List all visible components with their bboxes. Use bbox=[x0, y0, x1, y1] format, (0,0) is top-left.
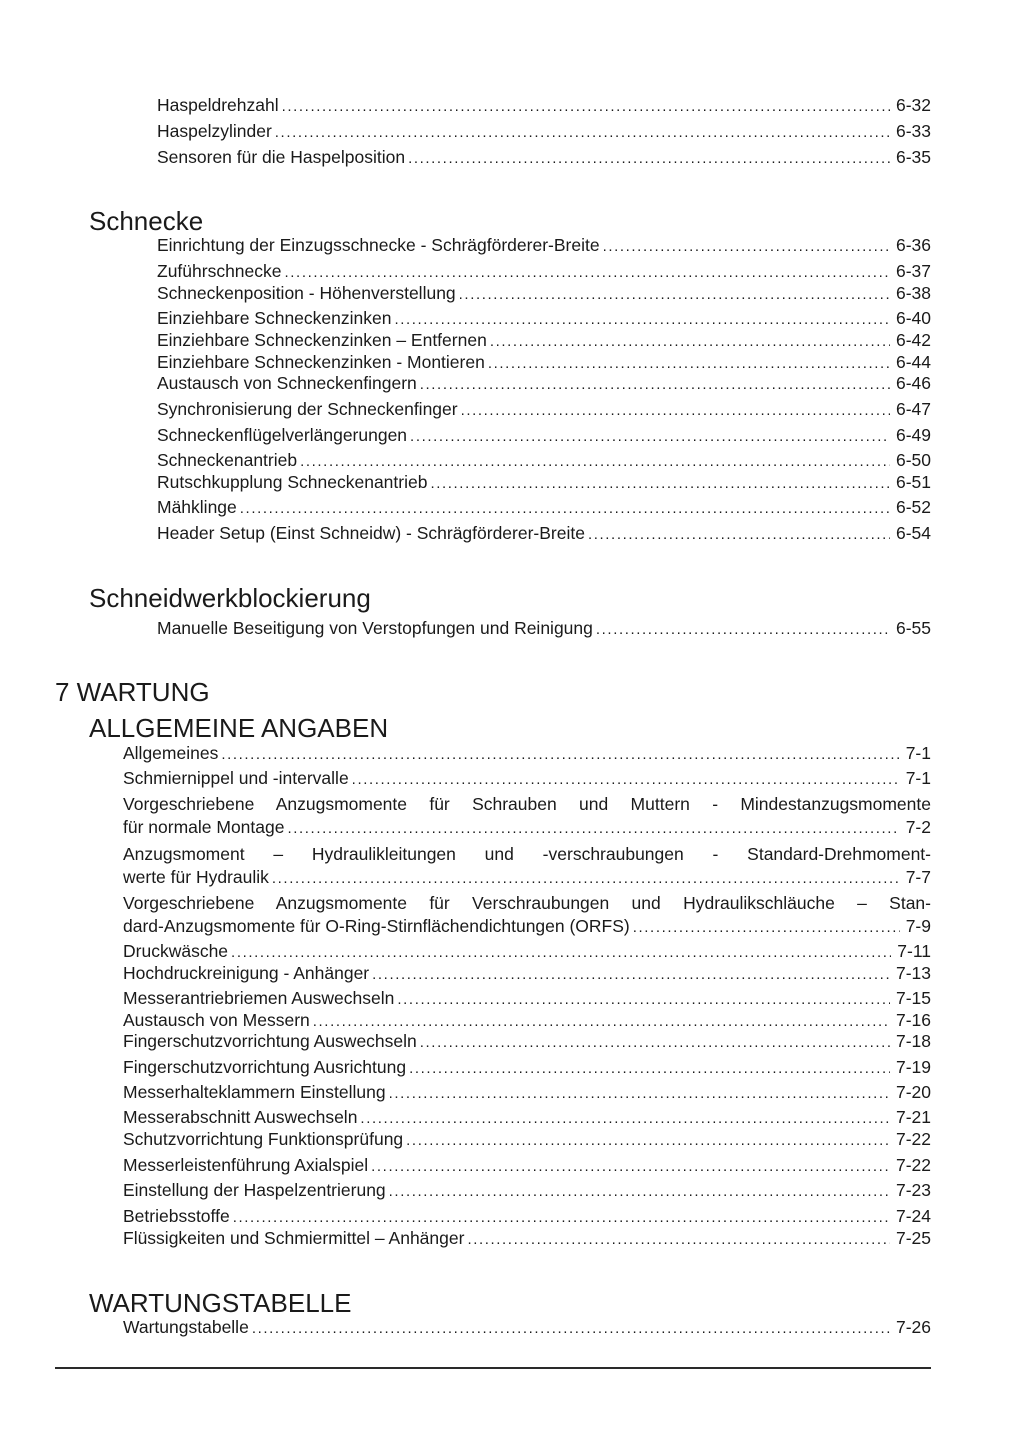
toc-entry[interactable] bbox=[123, 767, 931, 791]
toc-entry-page: 7-1 bbox=[905, 743, 931, 763]
toc-entry-title: Fingerschutzvorrichtung Auswechseln bbox=[123, 1031, 417, 1051]
toc-entry-page: 6-46 bbox=[895, 373, 931, 393]
toc-entry-title: Fingerschutzvorrichtung Ausrichtung bbox=[123, 1057, 407, 1077]
chapter-title: 7 WARTUNG bbox=[55, 677, 210, 707]
dot-leader bbox=[420, 1032, 890, 1054]
toc-entry-title: Schutzvorrichtung Funktionsprüfung bbox=[123, 1129, 404, 1149]
dot-leader bbox=[240, 498, 890, 520]
dot-leader bbox=[282, 96, 890, 118]
dot-leader bbox=[461, 400, 890, 422]
dot-leader bbox=[410, 426, 890, 448]
toc-entry-title: werte für Hydraulik bbox=[123, 867, 269, 887]
toc-entry[interactable] bbox=[157, 449, 931, 473]
toc-entry[interactable] bbox=[157, 424, 931, 448]
toc-entry-sensoren[interactable] bbox=[157, 146, 931, 170]
toc-entry-page: 6-52 bbox=[895, 497, 931, 517]
dot-leader bbox=[352, 769, 900, 791]
toc-entry-page: 7-16 bbox=[895, 1010, 931, 1030]
toc-entry-page: 6-32 bbox=[895, 95, 931, 115]
section-heading-wartungstabelle: WARTUNGSTABELLE bbox=[89, 1288, 352, 1318]
toc-entry-page: 6-35 bbox=[895, 147, 931, 167]
dot-leader bbox=[285, 262, 890, 284]
toc-entry-page: 7-9 bbox=[905, 916, 931, 936]
toc-entry-title: Synchronisierung der Schneckenfinger bbox=[157, 399, 458, 419]
toc-entry-page: 7-2 bbox=[905, 817, 931, 837]
toc-entry-title: Haspelzylinder bbox=[157, 121, 272, 141]
dot-leader bbox=[371, 1156, 890, 1178]
toc-entry[interactable] bbox=[157, 329, 931, 353]
section-heading-schnecke: Schnecke bbox=[89, 206, 204, 236]
toc-entry-page: 7-20 bbox=[895, 1082, 931, 1102]
toc-entry[interactable] bbox=[123, 1030, 931, 1054]
toc-entry-page: 7-25 bbox=[895, 1228, 931, 1248]
dot-leader bbox=[408, 148, 890, 170]
toc-entry[interactable] bbox=[157, 496, 931, 520]
dot-leader bbox=[603, 236, 890, 258]
dot-leader bbox=[633, 917, 900, 939]
toc-entry-title: Messerantriebriemen Auswechseln bbox=[123, 988, 395, 1008]
toc-entry-title: Schmiernippel und -intervalle bbox=[123, 768, 349, 788]
toc-entry-page: 7-7 bbox=[905, 867, 931, 887]
toc-entry-page: 7-19 bbox=[895, 1057, 931, 1077]
dot-leader bbox=[409, 1058, 890, 1080]
toc-entry-page: 7-13 bbox=[895, 963, 931, 983]
toc-entry-title: Einziehbare Schneckenzinken – Entfernen bbox=[157, 330, 487, 350]
dot-leader bbox=[467, 1229, 890, 1251]
dot-leader bbox=[300, 451, 890, 473]
dot-leader bbox=[596, 619, 890, 641]
dot-leader bbox=[221, 744, 899, 766]
dot-leader bbox=[233, 1207, 890, 1229]
toc-entry-page: 7-15 bbox=[895, 988, 931, 1008]
dot-leader bbox=[252, 1318, 890, 1340]
toc-entry-page: 6-38 bbox=[895, 283, 931, 303]
toc-entry[interactable] bbox=[123, 940, 931, 964]
toc-entry-title: Haspeldrehzahl bbox=[157, 95, 279, 115]
toc-entry-page: 6-44 bbox=[895, 352, 931, 372]
toc-entry-title: Messerhalteklammern Einstellung bbox=[123, 1082, 386, 1102]
section-heading-allgemein: ALLGEMEINE ANGABEN bbox=[89, 713, 389, 743]
dot-leader bbox=[490, 331, 890, 353]
toc-entry-title: Einziehbare Schneckenzinken bbox=[157, 308, 392, 328]
dot-leader bbox=[588, 524, 890, 546]
toc-entry[interactable] bbox=[157, 398, 931, 422]
dot-leader bbox=[389, 1181, 890, 1203]
toc-entry-title: Einrichtung der Einzugsschnecke - Schrägförderer-Breite bbox=[157, 235, 600, 255]
toc-entry-page: 7-24 bbox=[895, 1206, 931, 1226]
toc-entry-title: Einziehbare Schneckenzinken - Montieren bbox=[157, 352, 485, 372]
toc-entry-page: 7-22 bbox=[895, 1155, 931, 1175]
toc-entry-title: Hochdruckreinigung - Anhänger bbox=[123, 963, 370, 983]
toc-entry-title: Manuelle Beseitigung von Verstopfungen und Reinigung bbox=[157, 618, 593, 638]
toc-entry[interactable] bbox=[157, 372, 931, 396]
toc-entry[interactable] bbox=[157, 307, 931, 331]
toc-entry-title: Mähklinge bbox=[157, 497, 237, 517]
toc-entry-title: Druckwäsche bbox=[123, 941, 229, 961]
toc-entry[interactable] bbox=[123, 915, 931, 939]
toc-entry-title: Sensoren für die Haspelposition bbox=[157, 147, 406, 167]
toc-entry-title: Header Setup (Einst Schneidw) - Schrägförderer-Breite bbox=[157, 523, 585, 543]
toc-entry[interactable] bbox=[123, 1205, 931, 1229]
dot-leader bbox=[430, 473, 890, 495]
dot-leader bbox=[272, 868, 900, 890]
dot-leader bbox=[231, 942, 891, 964]
toc-entry[interactable] bbox=[123, 1106, 931, 1130]
toc-entry-page: 6-36 bbox=[895, 235, 931, 255]
toc-entry[interactable] bbox=[157, 282, 931, 306]
toc-entry-title: für normale Montage bbox=[123, 817, 285, 837]
toc-entry-title: Austausch von Messern bbox=[123, 1010, 310, 1030]
toc-entry-page: 6-50 bbox=[895, 450, 931, 470]
dot-leader bbox=[275, 122, 890, 144]
toc-entry-title: Schneckenposition - Höhenverstellung bbox=[157, 283, 456, 303]
dot-leader bbox=[394, 309, 890, 331]
toc-entry-page: 6-49 bbox=[895, 425, 931, 445]
toc-entry-title: Schneckenflügelverlängerungen bbox=[157, 425, 408, 445]
toc-entry[interactable] bbox=[123, 987, 931, 1011]
toc-entry-page: 7-26 bbox=[895, 1317, 931, 1337]
toc-entry-first-line: Vorgeschriebene Anzugsmomente für Schrauben und Muttern - Mindestanzugsmomente bbox=[123, 794, 931, 814]
dot-leader bbox=[360, 1108, 890, 1130]
toc-entry[interactable] bbox=[123, 1081, 931, 1105]
toc-entry-page: 7-21 bbox=[895, 1107, 931, 1127]
toc-entry-first-line: Vorgeschriebene Anzugsmomente für Verschraubungen und Hydraulikschläuche – Stan- bbox=[123, 893, 931, 913]
toc-entry-page: 6-47 bbox=[895, 399, 931, 419]
toc-entry[interactable] bbox=[123, 1316, 931, 1340]
toc-entry-page: 6-51 bbox=[895, 472, 931, 492]
toc-entry-title: Einstellung der Haspelzentrierung bbox=[123, 1180, 386, 1200]
toc-entry[interactable] bbox=[157, 522, 931, 546]
toc-entry-title: Schneckenantrieb bbox=[157, 450, 298, 470]
toc-entry-title: Flüssigkeiten und Schmiermittel – Anhänger bbox=[123, 1228, 465, 1248]
toc-entry[interactable] bbox=[157, 234, 931, 258]
toc-entry[interactable] bbox=[157, 260, 931, 284]
toc-entry[interactable] bbox=[123, 1227, 931, 1251]
toc-entry-haspeldrehzahl[interactable] bbox=[157, 94, 931, 118]
toc-entry-haspelzylinder[interactable] bbox=[157, 120, 931, 144]
toc-entry-title: dard-Anzugsmomente für O-Ring-Stirnflächendichtungen (ORFS) bbox=[123, 916, 630, 936]
toc-entry-page: 7-23 bbox=[895, 1180, 931, 1200]
toc-entry-page: 6-42 bbox=[895, 330, 931, 350]
toc-entry-page: 7-22 bbox=[895, 1129, 931, 1149]
toc-entry-page: 7-1 bbox=[905, 768, 931, 788]
toc-entry-title: Zuführschnecke bbox=[157, 261, 282, 281]
toc-entry[interactable] bbox=[123, 1056, 931, 1080]
toc-entry-page: 6-55 bbox=[895, 618, 931, 638]
toc-entry[interactable] bbox=[123, 962, 931, 986]
toc-entry-title: Allgemeines bbox=[123, 743, 219, 763]
toc-entry[interactable] bbox=[123, 1154, 931, 1178]
toc-entry[interactable] bbox=[123, 816, 931, 840]
toc-entry-title: Messerleistenführung Axialspiel bbox=[123, 1155, 369, 1175]
toc-entry-page: 6-37 bbox=[895, 261, 931, 281]
dot-leader bbox=[372, 964, 890, 986]
toc-entry-title: Betriebsstoffe bbox=[123, 1206, 230, 1226]
dot-leader bbox=[389, 1083, 890, 1105]
toc-entry[interactable] bbox=[157, 471, 931, 495]
dot-leader bbox=[406, 1130, 890, 1152]
toc-entry-page: 7-18 bbox=[895, 1031, 931, 1051]
toc-entry-page: 7-11 bbox=[897, 941, 931, 961]
dot-leader bbox=[459, 284, 890, 306]
toc-entry-page: 6-40 bbox=[895, 308, 931, 328]
toc-entry-title: Austausch von Schneckenfingern bbox=[157, 373, 417, 393]
toc-entry[interactable] bbox=[123, 1128, 931, 1152]
footer-rule bbox=[55, 1367, 931, 1369]
dot-leader bbox=[420, 374, 890, 396]
toc-entry-first-line: Anzugsmoment – Hydraulikleitungen und -verschraubungen - Standard-Drehmoment- bbox=[123, 844, 931, 864]
toc-entry[interactable] bbox=[123, 866, 931, 890]
dot-leader bbox=[287, 818, 899, 840]
toc-entry-page: 6-54 bbox=[895, 523, 931, 543]
toc-entry[interactable] bbox=[123, 742, 931, 766]
toc-entry-title: Wartungstabelle bbox=[123, 1317, 249, 1337]
toc-entry-title: Rutschkupplung Schneckenantrieb bbox=[157, 472, 428, 492]
section-heading-blockierung: Schneidwerkblockierung bbox=[89, 583, 371, 613]
toc-entry[interactable] bbox=[157, 617, 931, 641]
toc-entry[interactable] bbox=[123, 1179, 931, 1203]
toc-entry-page: 6-33 bbox=[895, 121, 931, 141]
toc-entry-title: Messerabschnitt Auswechseln bbox=[123, 1107, 358, 1127]
dot-leader bbox=[397, 989, 890, 1011]
